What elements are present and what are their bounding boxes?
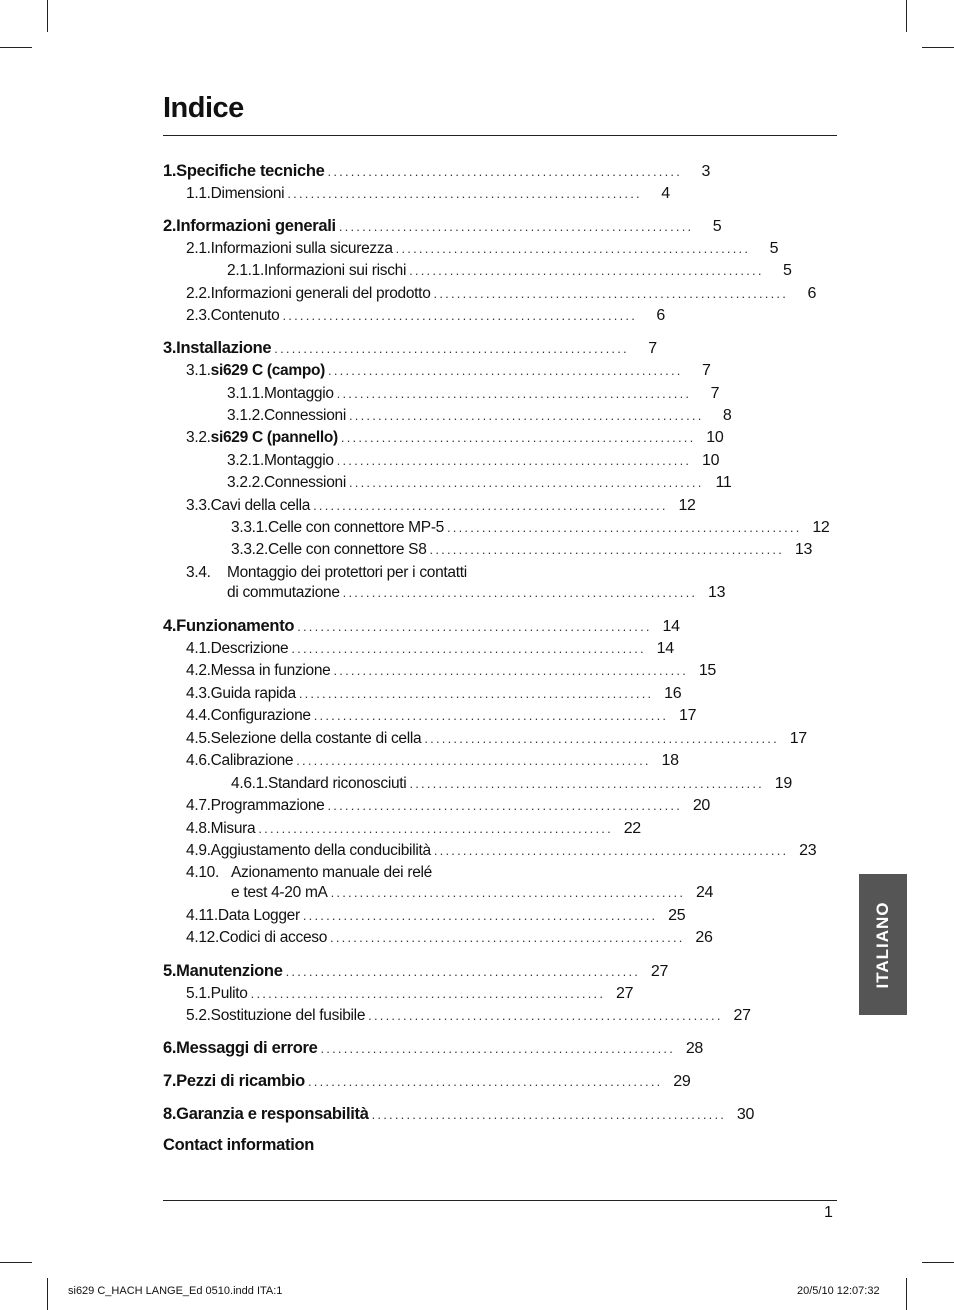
toc-label: si629 C (campo): [210, 362, 326, 379]
leader-dots: .............................................................: [395, 241, 751, 256]
toc-page: 19: [774, 775, 792, 792]
toc-label: Montaggio: [263, 385, 334, 402]
toc-page: 5: [712, 218, 722, 235]
toc-entry-4-6[interactable]: [186, 750, 679, 772]
toc-entry-4-9[interactable]: [186, 840, 817, 862]
toc-page: 10: [706, 429, 724, 446]
toc-label: Pulito: [210, 985, 248, 1002]
leader-dots: .............................................................: [330, 885, 686, 900]
leader-dots: .............................................................: [340, 430, 696, 445]
leader-dots: .............................................................: [282, 308, 638, 323]
toc-label: Programmazione: [210, 797, 325, 814]
toc-number: 6.: [163, 1039, 177, 1057]
toc-number: 3.3.1.: [231, 519, 268, 536]
toc-number: 4.6.1.: [231, 775, 268, 792]
footer-rule: [163, 1200, 837, 1201]
toc-number: 3.1.2.: [227, 407, 264, 424]
toc-entry-3-3-1[interactable]: [231, 517, 830, 539]
toc-number: 1.1.: [186, 185, 211, 202]
toc-entry-7[interactable]: [163, 1070, 691, 1092]
toc-label: Connessioni: [263, 474, 346, 491]
print-slug-file: si629 C_HACH LANGE_Ed 0510.indd ITA:1: [68, 1285, 283, 1297]
toc-page: 10: [702, 452, 720, 469]
leader-dots: .............................................................: [330, 930, 685, 945]
toc-entry-4-10-line2[interactable]: [231, 882, 714, 904]
toc-entry-4-10-line1[interactable]: [186, 862, 432, 884]
toc-label: Installazione: [176, 339, 272, 357]
toc-label: Funzionamento: [176, 617, 295, 635]
toc-page: 17: [679, 707, 697, 724]
leader-dots: .............................................................: [333, 663, 689, 678]
toc-label: Celle con connettore S8: [267, 541, 427, 558]
toc-page: 5: [769, 240, 779, 257]
toc-page: 28: [685, 1040, 704, 1057]
toc-number: 4.11.: [186, 907, 218, 924]
toc-page: 29: [673, 1073, 691, 1090]
toc-label: Guida rapida: [210, 685, 296, 702]
language-tab-label: ITALIANO: [873, 900, 892, 989]
leader-dots: .............................................................: [313, 708, 669, 723]
toc-page: 7: [701, 362, 711, 379]
leader-dots: .............................................................: [307, 1074, 663, 1089]
language-tab: [859, 874, 907, 1015]
leader-dots: .............................................................: [291, 641, 646, 656]
toc-entry-3-4-line1[interactable]: [186, 562, 467, 584]
toc-label: Sostituzione del fusibile: [210, 1007, 366, 1024]
leader-dots: .............................................................: [287, 186, 642, 201]
toc-number: 4.2.: [186, 662, 211, 679]
leader-dots: .............................................................: [258, 821, 613, 836]
leader-dots: .............................................................: [320, 1041, 676, 1056]
toc-entry-3-1-2[interactable]: [227, 405, 732, 427]
toc-number: 3.3.: [186, 497, 211, 514]
toc-label: Specifiche tecniche: [176, 162, 325, 180]
leader-dots: .............................................................: [433, 286, 789, 301]
toc-page: 25: [668, 907, 686, 924]
page-title: Indice: [163, 92, 244, 124]
leader-dots: .............................................................: [433, 843, 789, 858]
toc-entry-1-1[interactable]: [186, 183, 670, 205]
toc-number: 3.2.1.: [227, 452, 264, 469]
toc-page: 7: [710, 385, 720, 402]
leader-dots: .............................................................: [368, 1008, 723, 1023]
toc-number: 2.2.: [186, 285, 211, 302]
toc-number: 4.4.: [186, 707, 211, 724]
toc-number: 5.2.: [186, 1007, 211, 1024]
toc-entry-3-4-line2[interactable]: [227, 582, 726, 604]
toc-number: 4.10.: [186, 864, 219, 881]
toc-number: 3.: [163, 339, 177, 357]
toc-number: 4.12.: [186, 929, 219, 946]
toc-entry-2-2[interactable]: [186, 283, 817, 305]
page-number: 1: [824, 1204, 833, 1221]
toc-label: Informazioni sui rischi: [263, 262, 407, 279]
toc-entry-3-2-2[interactable]: [227, 472, 732, 494]
leader-dots: .............................................................: [424, 731, 779, 746]
toc-entry-6[interactable]: [163, 1037, 704, 1059]
toc-page: 24: [695, 884, 714, 901]
toc-label: Selezione della costante di cella: [210, 730, 422, 747]
toc-label: Data Logger: [217, 907, 300, 924]
leader-dots: .............................................................: [297, 619, 652, 634]
toc-number: 3.1.: [186, 362, 211, 379]
toc-number: 3.4.: [186, 564, 211, 581]
toc-label: Pezzi di ricambio: [176, 1072, 305, 1090]
toc-entry-2-1-1[interactable]: [227, 260, 792, 282]
toc-label: Configurazione: [210, 707, 311, 724]
toc-page: 16: [664, 685, 682, 702]
toc-page: 11: [715, 474, 732, 491]
toc-number: 2.3.: [186, 307, 211, 324]
toc-label: Manutenzione: [176, 962, 283, 980]
toc-page: 27: [650, 963, 669, 980]
toc-entry-4-2[interactable]: [186, 660, 717, 682]
toc-label: Montaggio: [263, 452, 334, 469]
toc-entry-4-11[interactable]: [186, 905, 686, 927]
toc-number: 3.2.2.: [227, 474, 264, 491]
toc-number: 4.6.: [186, 752, 211, 769]
toc-page: 6: [656, 307, 666, 324]
leader-dots: .............................................................: [336, 453, 692, 468]
toc-page: 23: [799, 842, 817, 859]
toc-entry-8[interactable]: [163, 1103, 755, 1125]
leader-dots: .............................................................: [327, 798, 683, 813]
toc-entry-3-3-2[interactable]: [231, 539, 813, 561]
toc-label: Aggiustamento della conducibilità: [210, 842, 431, 859]
leader-dots: .............................................................: [302, 908, 658, 923]
toc-label: Connessioni: [263, 407, 346, 424]
toc-label: si629 C (pannello): [210, 429, 338, 446]
toc-label: Dimensioni: [210, 185, 285, 202]
toc-entry-4-8[interactable]: [186, 818, 641, 840]
leader-dots: .............................................................: [342, 585, 698, 600]
toc-number: 3.1.1.: [227, 385, 264, 402]
toc-page: 27: [733, 1007, 751, 1024]
leader-dots: .............................................................: [429, 542, 785, 557]
toc-entry-5[interactable]: [163, 960, 669, 982]
toc-page: 15: [698, 662, 717, 679]
toc-entry-4-1[interactable]: [186, 638, 674, 660]
leader-dots: .............................................................: [349, 408, 704, 423]
toc-contact-information[interactable]: Contact information: [163, 1136, 315, 1154]
toc-number: 4.3.: [186, 685, 211, 702]
toc-entry-5-1[interactable]: [186, 983, 634, 1005]
toc-number: 4.7.: [186, 797, 211, 814]
toc-label: Descrizione: [210, 640, 289, 657]
toc-label: Calibrazione: [210, 752, 294, 769]
toc-page: 20: [692, 797, 711, 814]
toc-page: 17: [789, 730, 807, 747]
toc-label: Codici di acceso: [218, 929, 328, 946]
toc-entry-3[interactable]: [163, 337, 657, 359]
toc-label: Azionamento manuale dei relé: [231, 864, 432, 881]
toc-number: 4.8.: [186, 820, 211, 837]
leader-dots: .............................................................: [371, 1107, 727, 1122]
toc-entry-4-7[interactable]: [186, 795, 711, 817]
toc-label: Messaggi di errore: [176, 1039, 318, 1057]
leader-dots: .............................................................: [338, 219, 694, 234]
toc-label-continued: di commutazione: [227, 584, 340, 601]
toc-page: 5: [783, 262, 792, 279]
toc-entry-2-1[interactable]: [186, 238, 779, 260]
toc-entry-4-4[interactable]: [186, 705, 697, 727]
toc-label: Contenuto: [210, 307, 280, 324]
toc-number: 5.1.: [186, 985, 211, 1002]
toc-number: 1.: [163, 162, 177, 180]
toc-page: 8: [722, 407, 732, 424]
toc-entry-3-2-1[interactable]: [227, 450, 720, 472]
leader-dots: .............................................................: [409, 776, 764, 791]
toc-page: 4: [661, 185, 670, 202]
toc-number: 8.: [163, 1105, 177, 1123]
toc-page: 14: [656, 640, 674, 657]
toc-number: 3.2.: [186, 429, 211, 446]
leader-dots: .............................................................: [447, 520, 802, 535]
toc-page: 12: [678, 497, 696, 514]
toc-label: Informazioni sulla sicurezza: [210, 240, 393, 257]
toc-number: 7.: [163, 1072, 177, 1090]
toc-entry-4-5[interactable]: [186, 728, 807, 750]
toc-number: 4.9.: [186, 842, 211, 859]
toc-label-continued: e test 4-20 mA: [231, 884, 328, 901]
print-slug-date: 20/5/10 12:07:32: [797, 1285, 880, 1297]
toc-entry-4-3[interactable]: [186, 683, 682, 705]
toc-page: 26: [695, 929, 713, 946]
leader-dots: .............................................................: [298, 686, 654, 701]
toc-label: Misura: [210, 820, 256, 837]
toc-entry-3-3[interactable]: [186, 495, 696, 517]
leader-dots: .............................................................: [327, 164, 683, 179]
toc-number: 2.: [163, 217, 177, 235]
toc-page: 22: [623, 820, 641, 837]
toc-page: 18: [661, 752, 679, 769]
toc-entry-3-1-1[interactable]: [227, 383, 720, 405]
toc-page: 3: [701, 163, 711, 180]
toc-entry-4[interactable]: [163, 615, 680, 637]
toc-number: 2.1.: [186, 240, 211, 257]
toc-page: 30: [736, 1106, 755, 1123]
toc-label: Standard riconosciuti: [267, 775, 407, 792]
toc-entry-3-2[interactable]: [186, 427, 724, 449]
toc-page: 27: [615, 985, 634, 1002]
leader-dots: .............................................................: [328, 363, 683, 378]
toc-entry-2-3[interactable]: [186, 305, 666, 327]
toc-label: Celle con connettore MP-5: [267, 519, 444, 536]
leader-dots: .............................................................: [274, 341, 629, 356]
toc-page: 12: [812, 519, 830, 536]
toc-entry-4-6-1[interactable]: [231, 773, 792, 795]
toc-page: 7: [648, 340, 657, 357]
toc-page: 13: [708, 584, 726, 601]
toc-entry-4-12[interactable]: [186, 927, 713, 949]
toc-label: Garanzia e responsabilità: [176, 1105, 369, 1123]
toc-label: Messa in funzione: [210, 662, 331, 679]
leader-dots: .............................................................: [349, 475, 704, 490]
toc-label: Montaggio dei protettori per i contatti: [227, 564, 467, 581]
leader-dots: .............................................................: [250, 986, 606, 1001]
toc-number: 3.3.2.: [231, 541, 268, 558]
toc-page: 13: [794, 541, 813, 558]
leader-dots: .............................................................: [409, 263, 764, 278]
leader-dots: .............................................................: [336, 386, 692, 401]
toc-page: 6: [807, 285, 817, 302]
leader-dots: .............................................................: [313, 498, 668, 513]
leader-dots: .............................................................: [285, 964, 641, 979]
toc-number: 5.: [163, 962, 177, 980]
toc-number: 4.5.: [186, 730, 211, 747]
toc-entry-5-2[interactable]: [186, 1005, 751, 1027]
toc-number: 2.1.1.: [227, 262, 264, 279]
toc-entry-1[interactable]: [163, 160, 711, 182]
toc-page: 14: [662, 618, 680, 635]
toc-number: 4.1.: [186, 640, 211, 657]
toc-number: 4.: [163, 617, 177, 635]
leader-dots: .............................................................: [296, 753, 651, 768]
toc-label: Informazioni generali del prodotto: [210, 285, 431, 302]
toc-label: Informazioni generali: [176, 217, 336, 235]
toc-entry-3-1[interactable]: [186, 360, 711, 382]
toc-entry-2[interactable]: [163, 215, 722, 237]
toc-label: Cavi della cella: [210, 497, 311, 514]
